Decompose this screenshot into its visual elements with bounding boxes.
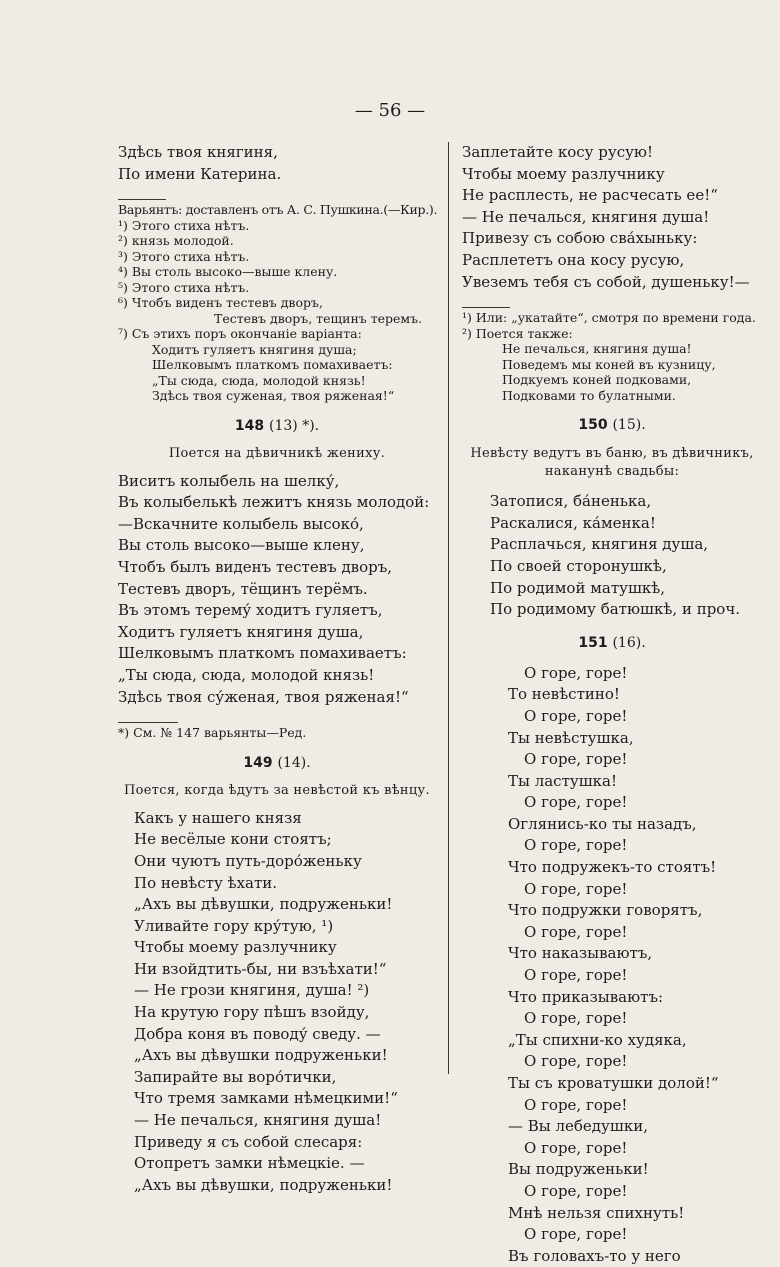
verse-line: Виситъ колыбель на шелку́, (118, 471, 340, 490)
variant-note: Варьянтъ: доставленъ отъ А. С. Пушкина.(—Кир.). (118, 202, 438, 218)
verse-line: То невѣстино! (508, 685, 620, 704)
refrain-line: О горе, горе! (524, 1138, 628, 1157)
verse-line: Ты невѣстушка, (508, 728, 634, 747)
verse-line: — Вы лебедушки, (508, 1117, 648, 1136)
refrain-line: О горе, горе! (524, 836, 628, 855)
verse-line: Чтобы моему разлучнику (462, 164, 665, 183)
verse-line: Запирайте вы воро́тички, (134, 1067, 337, 1086)
verse-line: Ты съ кроватушки долой!“ (508, 1074, 719, 1092)
song-number: 149 (243, 754, 273, 771)
variant-note: Тестевъ дворъ, тещинъ теремъ. (214, 310, 423, 326)
verse-line: Оглянись-ко ты назадъ, (508, 814, 697, 833)
verse-line: — Не грози княгиня, душа! ²) (134, 981, 370, 1000)
right-footnotes (462, 310, 762, 403)
verse-line: Увеземъ тебя съ собой, душеньку!— (462, 272, 750, 291)
refrain-line: О горе, горе! (524, 1181, 628, 1200)
verse-line: Какъ у нашего князя (134, 808, 302, 827)
verse-line: Въ колыбелькѣ лежитъ князь молодой: (118, 493, 430, 512)
song-149-verses (118, 808, 436, 1197)
verse-line: Что приказываютъ: (508, 987, 664, 1006)
refrain-line: О горе, горе! (524, 706, 628, 725)
footnote: ²) Поется также: (462, 325, 573, 341)
verse-line: Чтобы моему разлучнику (134, 938, 337, 957)
verse-line: Тестевъ дворъ, тёщинъ терёмъ. (118, 579, 368, 598)
variant-note: ²) князь молодой. (118, 233, 234, 249)
verse-line: На крутую гору пѣшъ взойду, (134, 1003, 370, 1022)
verse-line: Вы столь высоко—выше клену, (118, 536, 365, 555)
song-heading-150 (462, 417, 762, 433)
song-number-paren: (16). (612, 634, 646, 651)
footnote-rule (118, 199, 166, 200)
verse-line: Не расплесть, не расчесать ее!“ (462, 186, 718, 205)
song-caption-149: Поется, когда ѣдутъ за невѣстой къ вѣнцу. (124, 782, 430, 798)
song-148-verses (118, 471, 436, 709)
refrain-line: О горе, горе! (524, 663, 628, 682)
verse-line: Что подружки говорятъ, (508, 901, 703, 920)
verse-line: Что подружекъ-то стоятъ! (508, 858, 717, 877)
variant-note: Здѣсь твоя суженая, твоя ряженая!“ (152, 388, 395, 404)
song-number-paren: (14). (277, 754, 311, 771)
song-heading-148 (118, 418, 436, 434)
verse-line: Заплетайте косу русую! (462, 143, 654, 161)
footnote: Подковами то булатными. (502, 387, 676, 403)
verse-line: Затопися, ба́ненька, (490, 492, 652, 511)
refrain-line: О горе, горе! (524, 1095, 628, 1114)
footnote: Поведемъ мы коней въ кузницу, (502, 356, 716, 372)
editor-footnote: *) См. № 147 варьянты—Ред. (118, 725, 307, 741)
refrain-line: О горе, горе! (524, 793, 628, 812)
verse-line: Шелковымъ платкомъ помахиваетъ: (118, 644, 407, 663)
refrain-line: О горе, горе! (524, 879, 628, 898)
verse-line: „Ахъ вы дѣвушки, подруженьки! (134, 895, 393, 914)
verse-line: По невѣсту ѣхати. (134, 873, 278, 892)
song-number: 150 (578, 417, 608, 434)
verse-line: Привезу съ собою сва́хыньку: (462, 229, 698, 248)
song-150-verses (462, 491, 762, 621)
refrain-line: О горе, горе! (524, 922, 628, 941)
variant-note: Шелковымъ платкомъ помахиваетъ: (152, 357, 393, 373)
column-divider (448, 142, 449, 1074)
verse-line: Отопретъ замки нѣмецкіе. — (134, 1154, 365, 1173)
song-number-paren: (13) *). (269, 417, 320, 434)
song-caption-150 (462, 445, 762, 481)
variant-note: Ходитъ гуляетъ княгиня душа; (152, 341, 357, 357)
verse-line: Раскалися, ка́менка! (490, 513, 656, 532)
footnote-rule (118, 722, 178, 723)
verse-line: Въ головахъ-то у него (508, 1246, 681, 1265)
verse-line: Здѣсь твоя княгиня, (118, 143, 278, 161)
verse-line: Добра коня въ поводу́ сведу. — (134, 1024, 381, 1043)
variant-note: ⁵) Этого стиха нѣтъ. (118, 279, 250, 295)
verse-line: — Не печалься, княгиня душа! (134, 1111, 382, 1130)
verse-line: Мнѣ нельзя спихнуть! (508, 1203, 685, 1222)
variant-note: ⁷) Съ этихъ поръ окончаніе варіанта: (118, 326, 362, 342)
song-heading-151 (462, 635, 762, 651)
caption-line: наканунѣ свадьбы: (544, 464, 680, 480)
variant-notes (118, 202, 436, 404)
right-column (462, 142, 762, 1267)
refrain-line: О горе, горе! (524, 750, 628, 769)
caption-line: Невѣсту ведутъ въ баню, въ дѣвичникъ, (470, 446, 754, 462)
song-caption-148: Поется на дѣвичникѣ жениху. (168, 445, 386, 461)
left-column (118, 142, 436, 1196)
verse-line: Ни взойдтить-бы, ни взъѣхати!“ (134, 959, 387, 978)
variant-note: ⁶) Чтобъ виденъ тестевъ дворъ, (118, 295, 323, 311)
verse-line: Расплачься, княгиня душа, (490, 535, 709, 554)
verse-line: По родимой матушкѣ, (490, 578, 666, 597)
verse-line: По своей сторонушкѣ, (490, 556, 667, 575)
verse-line: Въ этомъ терему́ ходитъ гуляетъ, (118, 601, 383, 620)
footnote-rule (462, 307, 510, 308)
verse-line: „Ты сюда, сюда, молодой князь! (118, 666, 375, 685)
refrain-line: О горе, горе! (524, 966, 628, 985)
verse-line: Ходитъ гуляетъ княгиня душа, (118, 622, 364, 641)
verse-line: Приведу я съ собой слесаря: (134, 1132, 363, 1151)
song-number: 148 (234, 417, 265, 434)
verse-line: Здѣсь твоя су́женая, твоя ряженая!“ (118, 687, 409, 706)
song-151-verses (462, 663, 762, 1267)
song-number-paren: (15). (612, 417, 646, 434)
refrain-line: О горе, горе! (524, 1009, 628, 1028)
variant-note: ¹) Этого стиха нѣтъ. (118, 217, 250, 233)
page-number: — 56 — (354, 100, 426, 121)
verse-line: „Ахъ вы дѣвушки, подруженьки! (134, 1175, 393, 1194)
footnote: Подкуемъ коней подковами, (502, 372, 692, 388)
song-number: 151 (578, 634, 608, 651)
verse-line: Ты ластушка! (508, 771, 617, 790)
verse-line: Вы подруженьки! (508, 1160, 649, 1179)
variant-note: ⁴) Вы столь высоко—выше клену. (118, 264, 338, 280)
verse-line: „Ты спихни-ко худяка, (508, 1030, 687, 1049)
footnote: ¹) Или: „укатайте“, смотря по времени года. (462, 310, 756, 326)
verse-line: Они чуютъ путь-доро́женьку (134, 851, 362, 870)
verse-line: Уливайте гору кру́тую, ¹) (134, 916, 334, 935)
verse-line: По родимому батюшкѣ, и проч. (490, 600, 741, 619)
verse-line: Чтобъ былъ виденъ тестевъ дворъ, (118, 558, 393, 577)
verse-line: Расплететъ она косу русую, (462, 250, 685, 269)
song-heading-149 (118, 755, 436, 771)
verse-line: Что наказываютъ, (508, 944, 653, 963)
verse-line: — Не печалься, княгиня душа! (462, 207, 710, 226)
variant-note: „Ты сюда, сюда, молодой князь! (152, 372, 366, 388)
verse-line: —Вскачните колыбель высоко́, (118, 514, 364, 533)
verse-line: „Ахъ вы дѣвушки подруженьки! (134, 1046, 388, 1065)
verse-line: Что тремя замками нѣмецкими!“ (134, 1089, 398, 1108)
variant-note: ³) Этого стиха нѣтъ. (118, 248, 250, 264)
verse-line: По имени Катерина. (118, 164, 282, 183)
refrain-line: О горе, горе! (524, 1052, 628, 1071)
refrain-line: О горе, горе! (524, 1225, 628, 1244)
verse-line: Не весёлые кони стоятъ; (134, 830, 332, 849)
footnote: Не печалься, княгиня душа! (502, 341, 692, 357)
